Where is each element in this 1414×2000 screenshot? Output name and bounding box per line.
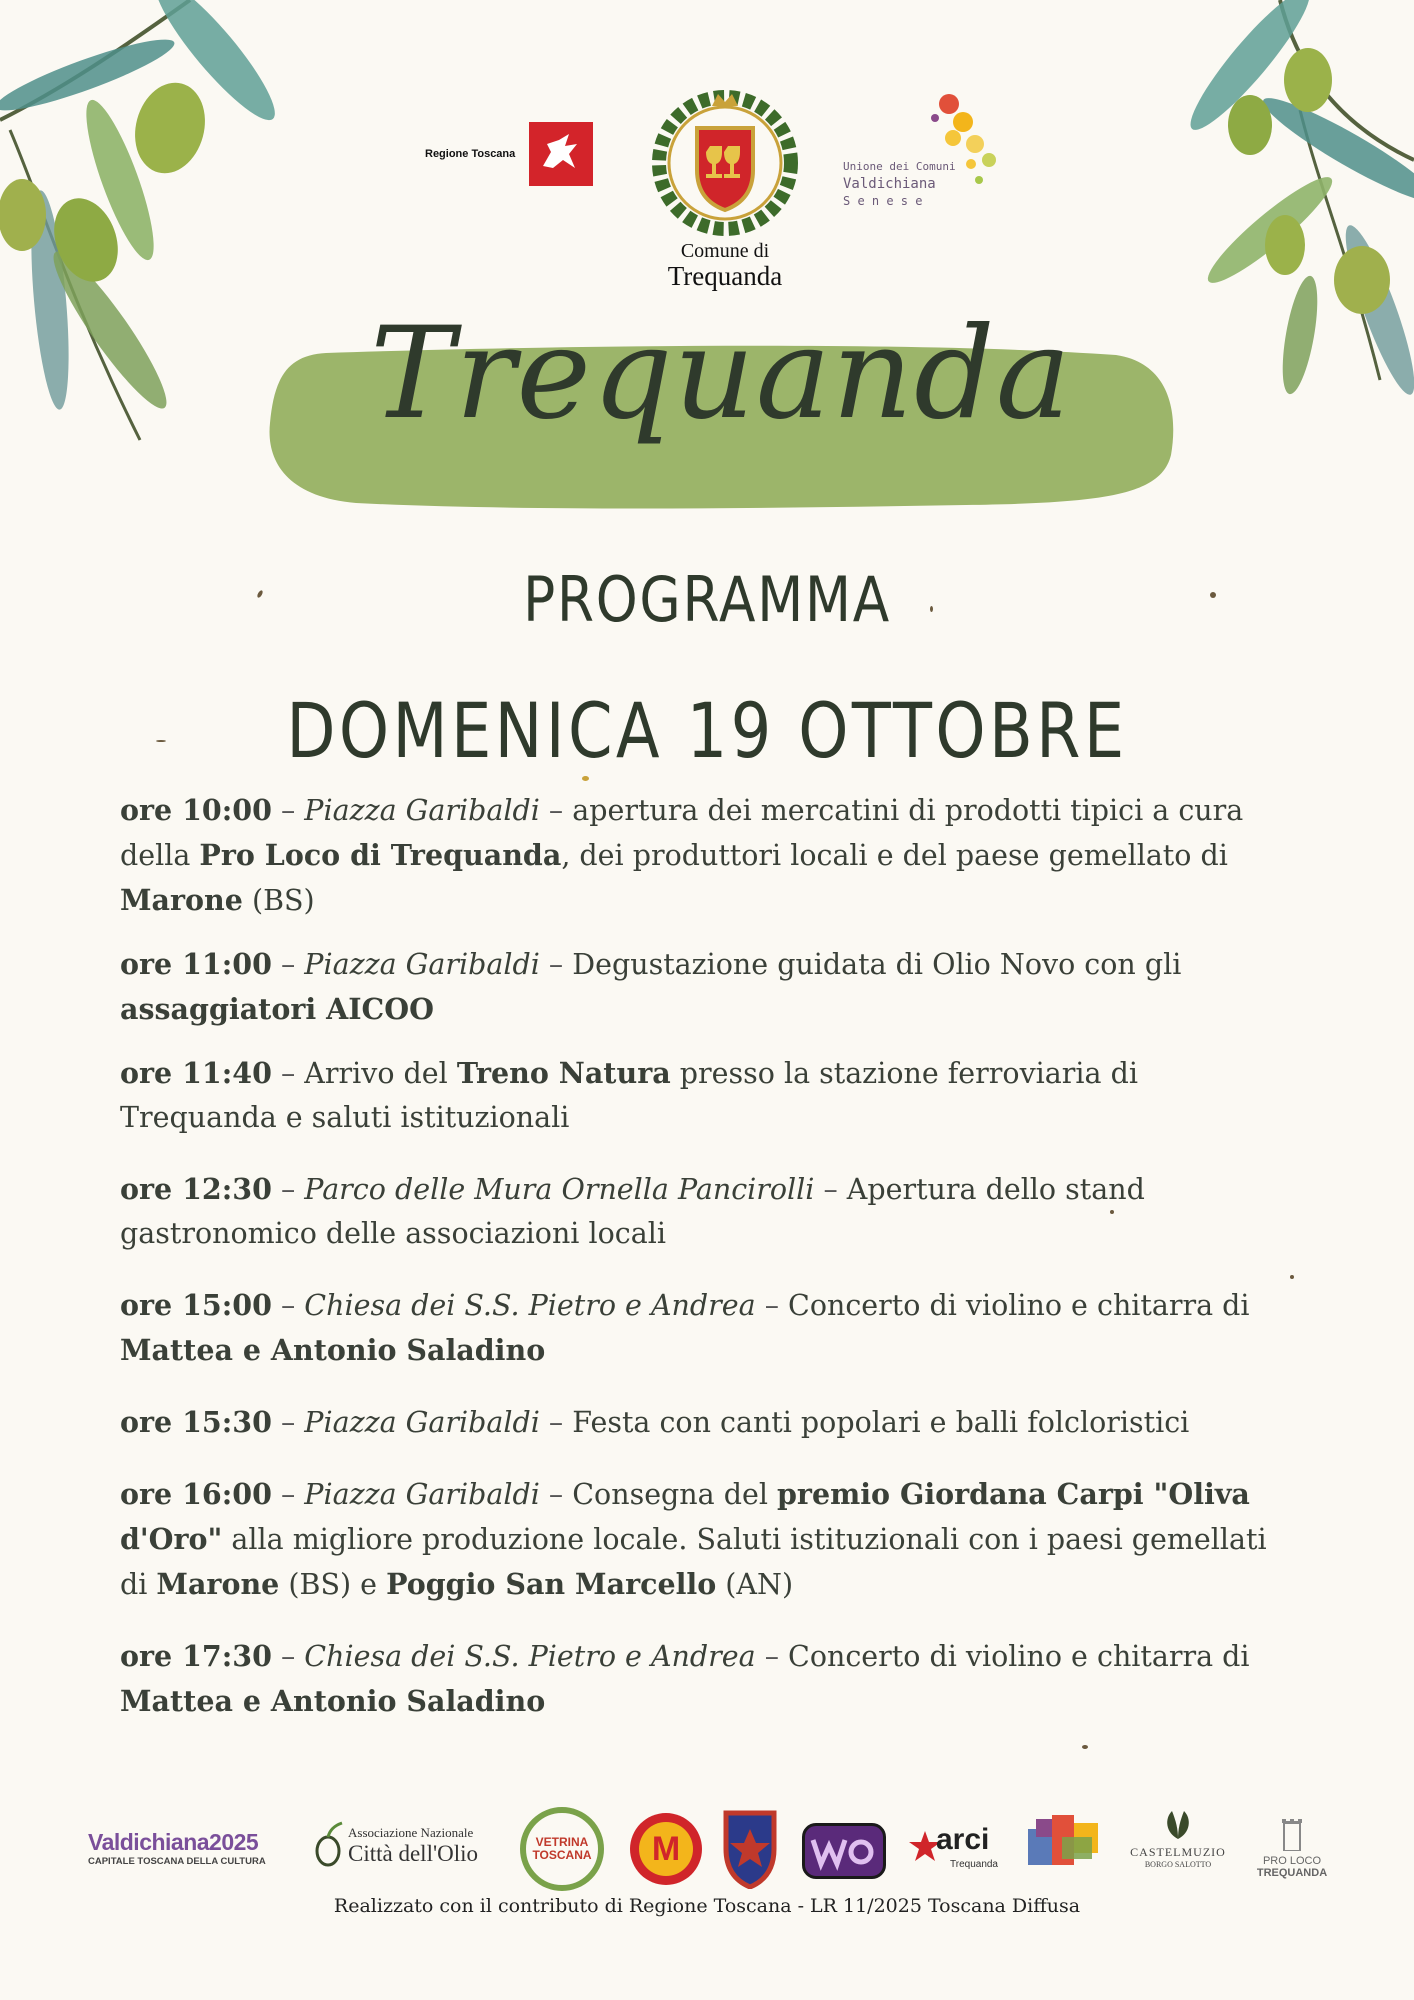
speck-decoration <box>582 776 589 781</box>
castelmuzio-logo: CASTELMUZIO BORGO SALOTTO <box>1128 1807 1228 1869</box>
schedule-item: ore 16:00 – Piazza Garibaldi – Consegna del premio Giordana Carpi "Oliva d'Oro" alla migliore produzione locale. Saluti istituzionali con i paesi gemellati di Marone (BS) e Poggio San Marcello (AN) <box>120 1477 1267 1601</box>
comune-trequanda-crest <box>645 88 805 289</box>
marone-badge-icon: M <box>630 1813 702 1885</box>
speck-decoration <box>156 740 166 742</box>
unione-dots-icon <box>923 92 1013 212</box>
programma-heading: PROGRAMMA <box>523 563 891 636</box>
schedule-item: ore 11:40 – Arrivo del Treno Natura presso la stazione ferroviaria di Trequanda e saluti istituzionali <box>120 1056 1138 1134</box>
regione-toscana-logo <box>425 122 593 186</box>
strada-vino-logo-icon <box>1022 1809 1106 1875</box>
schedule-item: ore 15:00 – Chiesa dei S.S. Pietro e Andrea – Concerto di violino e chitarra di Mattea e Antonio Saladino <box>120 1288 1250 1367</box>
schedule-item: ore 15:30 – Piazza Garibaldi – Festa con canti popolari e balli folcloristici <box>120 1405 1190 1439</box>
schedule-item: ore 11:00 – Piazza Garibaldi – Degustazione guidata di Olio Novo con gli assaggiatori AICOO <box>120 947 1182 1026</box>
olive-icon <box>314 1821 344 1869</box>
unione-line3: S e n e s e <box>843 194 923 208</box>
event-title: Trequanda <box>370 300 1072 447</box>
unione-line2: Valdichiana <box>843 176 936 192</box>
olive-branch-right-decoration <box>1150 0 1414 400</box>
leaf-icon <box>1158 1807 1198 1841</box>
schedule-item: ore 10:00 – Piazza Garibaldi – apertura dei mercatini di prodotti tipici a cura della Pro Loco di Trequanda, dei produttori locali e del paese gemellato di Marone (BS) <box>120 793 1244 917</box>
speck-decoration <box>1290 1275 1294 1279</box>
tower-icon <box>1274 1817 1310 1851</box>
unione-comuni-valdichiana-logo <box>843 92 1013 212</box>
speck-decoration <box>1082 1745 1088 1749</box>
event-date: DOMENICA 19 OTTOBRE <box>286 686 1128 775</box>
volontas-shield-icon <box>722 1809 778 1889</box>
vetrina-toscana-logo: VETRINA TOSCANA <box>520 1807 604 1891</box>
wocal-logo-icon <box>802 1823 886 1879</box>
pro-loco-trequanda-logo: PRO LOCO TREQUANDA <box>1246 1817 1338 1879</box>
sponsor-logos: Valdichiana2025 CAPITALE TOSCANA DELLA CULTURA Associazione Nazionale Città dell'Olio VETRINA TOSCANA M arci Trequanda CASTELMUZIO BORGO SALOTTO PRO LOCO TREQUANDA <box>88 1805 1338 1895</box>
speck-decoration <box>930 606 933 612</box>
schedule-item: ore 17:30 – Chiesa dei S.S. Pietro e Andrea – Concerto di violino e chitarra di Mattea e Antonio Saladino <box>120 1639 1250 1718</box>
regione-toscana-label: Regione Toscana <box>425 148 516 160</box>
speck-decoration <box>1110 1210 1114 1214</box>
comune-name: Trequanda <box>667 261 783 291</box>
schedule-item: ore 12:30 – Parco delle Mura Ornella Pancirolli – Apertura dello stand gastronomico delle associazioni locali <box>120 1172 1145 1250</box>
funding-credit: Realizzato con il contributo di Regione Toscana - LR 11/2025 Toscana Diffusa <box>333 1895 1081 1917</box>
speck-decoration <box>1210 592 1216 598</box>
regione-toscana-flag-icon <box>529 122 593 186</box>
schedule-list <box>120 788 1300 1743</box>
crest-icon <box>650 88 800 238</box>
comune-label: Comune di <box>680 240 770 262</box>
unione-line1: Unione dei Comuni <box>843 160 956 173</box>
arci-trequanda-logo: arci Trequanda <box>908 1823 998 1883</box>
valdichiana2025-logo: Valdichiana2025 CAPITALE TOSCANA DELLA CULTURA <box>88 1829 266 1867</box>
